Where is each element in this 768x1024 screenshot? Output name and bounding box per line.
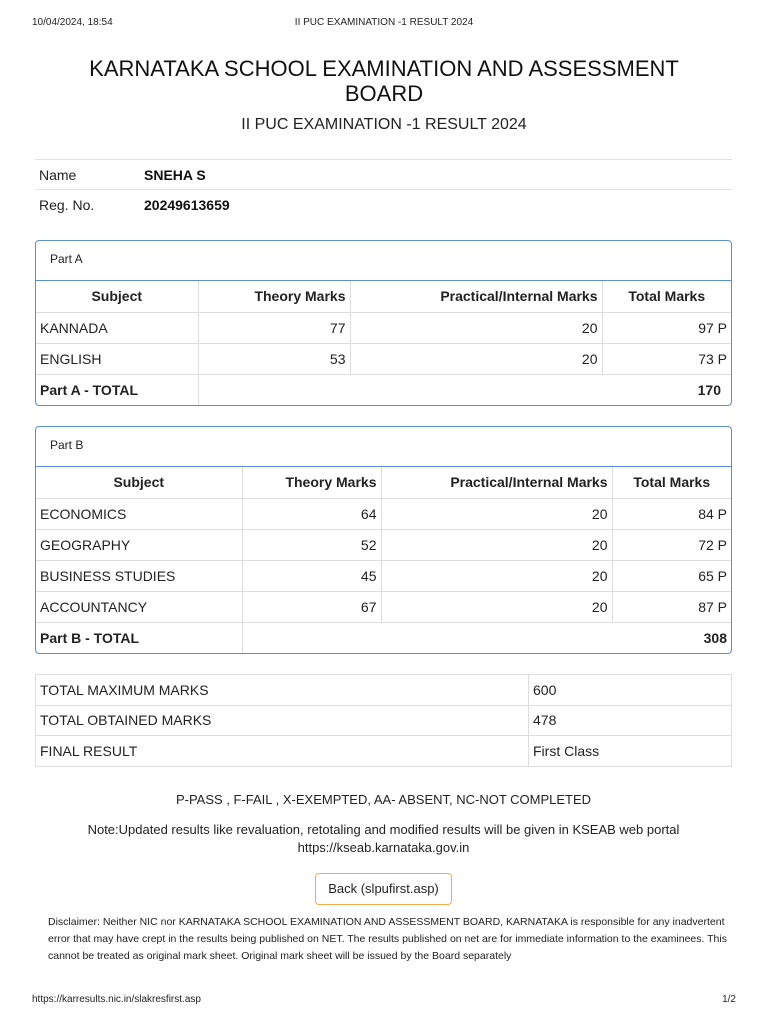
part-b-total-row xyxy=(36,622,731,653)
part-a-panel xyxy=(35,240,732,406)
total-cell: 84 P xyxy=(612,498,731,529)
theory-cell: 45 xyxy=(242,560,381,591)
exam-title: II PUC EXAMINATION -1 RESULT 2024 xyxy=(241,116,527,133)
print-footer xyxy=(32,994,736,1008)
print-url: https://karresults.nic.in/slakresfirst.asp xyxy=(32,994,201,1005)
summary-row-result xyxy=(36,736,732,767)
summary-label: TOTAL OBTAINED MARKS xyxy=(36,705,529,736)
student-name-row xyxy=(35,160,732,190)
summary-label: TOTAL MAXIMUM MARKS xyxy=(36,675,529,706)
summary-row-obtained xyxy=(36,705,732,736)
subject-cell: ECONOMICS xyxy=(36,498,242,529)
table-row xyxy=(36,312,731,343)
part-b-header-row xyxy=(36,467,731,498)
table-row xyxy=(36,591,731,622)
summary-value: 478 xyxy=(529,705,732,736)
note xyxy=(35,821,732,857)
practical-cell: 20 xyxy=(381,591,612,622)
total-cell: 65 P xyxy=(612,560,731,591)
col-practical: Practical/Internal Marks xyxy=(381,467,612,498)
table-row xyxy=(36,529,731,560)
summary-value: First Class xyxy=(529,736,732,767)
reg-no-label: Reg. No. xyxy=(35,190,140,220)
theory-cell: 77 xyxy=(198,312,350,343)
theory-cell: 67 xyxy=(242,591,381,622)
practical-cell: 20 xyxy=(381,529,612,560)
note-url: https://kseab.karnataka.gov.in xyxy=(297,840,470,855)
total-cell: 87 P xyxy=(612,591,731,622)
part-b-table xyxy=(36,467,731,653)
disclaimer: Disclaimer: Neither NIC nor KARNATAKA SCHOOL EXAMINATION AND ASSESSMENT BOARD, KARNATAKA is responsible for any inadvertent error that may have crept in the results being published on NET. The results published on net are for immediate information to the examinees. This cannot be treated as original mark sheet. Original mark sheet will be issued by the Board separately xyxy=(48,916,727,962)
board-title: KARNATAKA SCHOOL EXAMINATION AND ASSESSMENT BOARD xyxy=(89,56,679,106)
reg-no-row xyxy=(35,190,732,220)
col-theory: Theory Marks xyxy=(242,467,381,498)
subject-cell: KANNADA xyxy=(36,312,198,343)
note-text: Note:Updated results like revaluation, retotaling and modified results will be given in KSEAB web portal xyxy=(87,822,680,837)
theory-cell: 64 xyxy=(242,498,381,529)
part-a-heading: Part A xyxy=(36,241,731,281)
theory-cell: 52 xyxy=(242,529,381,560)
summary-row-max xyxy=(36,675,732,706)
reg-no: 20249613659 xyxy=(140,190,732,220)
part-a-total-row xyxy=(36,374,731,405)
student-info-table xyxy=(35,159,732,220)
table-row xyxy=(36,343,731,374)
part-b-heading: Part B xyxy=(36,427,731,467)
summary-label: FINAL RESULT xyxy=(36,736,529,767)
subject-cell: BUSINESS STUDIES xyxy=(36,560,242,591)
subject-cell: ENGLISH xyxy=(36,343,198,374)
practical-cell: 20 xyxy=(350,343,602,374)
page-number: 1/2 xyxy=(722,994,736,1005)
print-title: II PUC EXAMINATION -1 RESULT 2024 xyxy=(294,17,474,28)
print-date: 10/04/2024, 18:54 xyxy=(32,17,113,28)
summary-table xyxy=(35,674,732,767)
subject-cell: GEOGRAPHY xyxy=(36,529,242,560)
summary-value: 600 xyxy=(529,675,732,706)
table-row xyxy=(36,560,731,591)
name-label: Name xyxy=(35,160,140,190)
total-cell: 97 P xyxy=(602,312,731,343)
result-legend: P-PASS , F-FAIL , X-EXEMPTED, AA- ABSENT, NC-NOT COMPLETED xyxy=(175,792,592,807)
col-subject: Subject xyxy=(36,467,242,498)
part-a-table xyxy=(36,281,731,405)
part-a-total-label: Part A - TOTAL xyxy=(36,374,198,405)
table-row xyxy=(36,498,731,529)
col-subject: Subject xyxy=(36,281,198,312)
back-button[interactable]: Back (slpufirst.asp) xyxy=(315,873,452,905)
part-a-total-value: 170 xyxy=(697,381,721,398)
col-practical: Practical/Internal Marks xyxy=(350,281,602,312)
practical-cell: 20 xyxy=(381,560,612,591)
print-header xyxy=(32,17,736,31)
col-theory: Theory Marks xyxy=(198,281,350,312)
total-cell: 72 P xyxy=(612,529,731,560)
col-total: Total Marks xyxy=(612,467,731,498)
practical-cell: 20 xyxy=(350,312,602,343)
col-total: Total Marks xyxy=(602,281,731,312)
subject-cell: ACCOUNTANCY xyxy=(36,591,242,622)
part-b-total-value: 308 xyxy=(703,629,727,646)
total-cell: 73 P xyxy=(602,343,731,374)
theory-cell: 53 xyxy=(198,343,350,374)
part-a-header-row xyxy=(36,281,731,312)
student-name: SNEHA S xyxy=(140,160,732,190)
part-b-panel xyxy=(35,426,732,654)
practical-cell: 20 xyxy=(381,498,612,529)
part-b-total-label: Part B - TOTAL xyxy=(36,622,242,653)
